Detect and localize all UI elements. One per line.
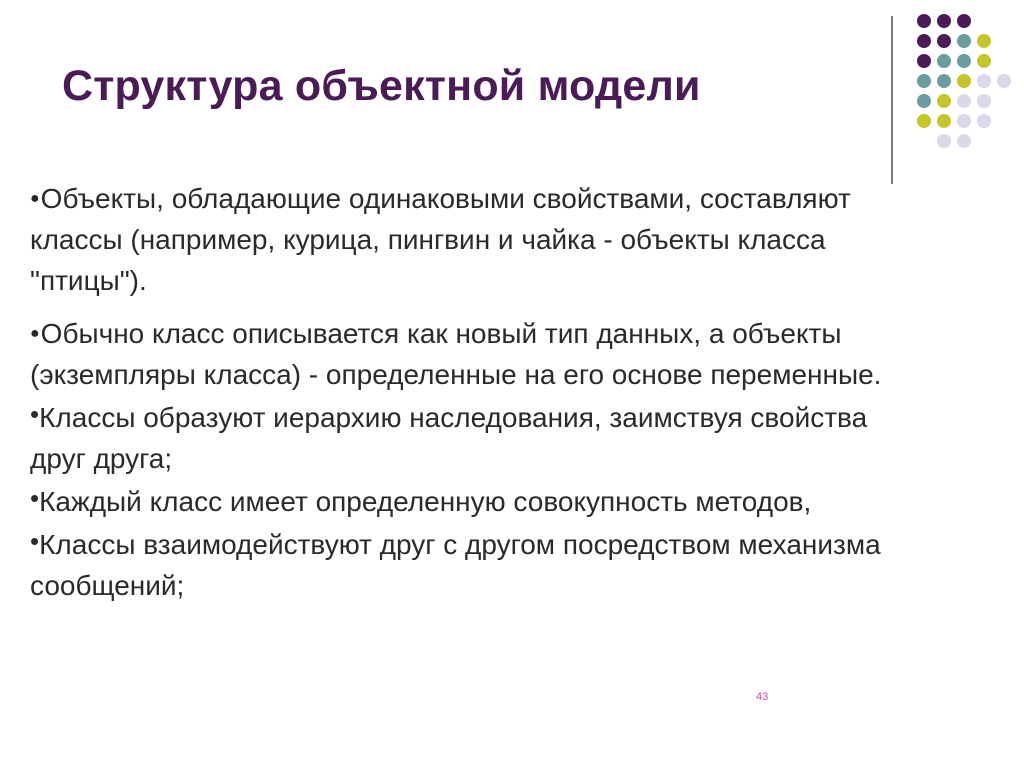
dot-teal <box>957 34 971 48</box>
bullet-text: Объекты, обладающие одинаковыми свойствами, составляют классы (например, курица, пингвин и чайка - объекты класса "птицы"). <box>30 183 851 296</box>
bullet-icon: • <box>30 399 40 429</box>
dot-lavender <box>957 114 971 128</box>
dot-olive <box>957 74 971 88</box>
dot-lavender <box>957 134 971 148</box>
dot-purple <box>917 34 931 48</box>
dot-purple <box>957 14 971 28</box>
dot-teal <box>937 74 951 88</box>
dot-purple <box>917 54 931 68</box>
dot-purple <box>917 14 931 28</box>
page-number: 43 <box>756 691 769 703</box>
bullet-item <box>30 313 930 395</box>
bullet-text: Классы взаимодействуют друг с другом посредством механизма сообщений; <box>30 529 881 601</box>
slide-title: Структура объектной модели <box>62 62 701 110</box>
bullet-text: Каждый класс имеет определенную совокупность методов, <box>39 486 812 517</box>
bullet-item <box>30 178 930 301</box>
dot-olive <box>937 94 951 108</box>
dot-purple <box>937 14 951 28</box>
dot-olive <box>977 54 991 68</box>
dot-olive <box>977 34 991 48</box>
dot-olive <box>917 114 931 128</box>
bullet-text: Классы образуют иерархию наследования, заимствуя свойства друг друга; <box>30 402 868 474</box>
dot-olive <box>937 114 951 128</box>
bullet-icon: ● <box>30 190 40 207</box>
bullet-icon: • <box>30 483 40 513</box>
bullet-icon: ● <box>30 325 40 342</box>
dot-teal <box>917 94 931 108</box>
bullet-list <box>30 178 930 606</box>
dot-lavender <box>937 134 951 148</box>
dot-lavender <box>977 94 991 108</box>
dot-lavender <box>997 74 1011 88</box>
dot-teal <box>957 54 971 68</box>
bullet-item <box>30 524 930 606</box>
dot-teal <box>937 54 951 68</box>
bullet-text: Обычно класс описывается как новый тип данных, а объекты (экземпляры класса) - определенные на его основе переменные. <box>30 318 882 390</box>
bullet-item <box>30 397 930 479</box>
dot-lavender <box>977 74 991 88</box>
bullet-icon: • <box>30 526 40 556</box>
dot-lavender <box>957 94 971 108</box>
vertical-divider <box>891 16 893 184</box>
bullet-item <box>30 481 930 522</box>
dot-teal <box>917 74 931 88</box>
dot-purple <box>937 34 951 48</box>
dot-lavender <box>977 114 991 128</box>
